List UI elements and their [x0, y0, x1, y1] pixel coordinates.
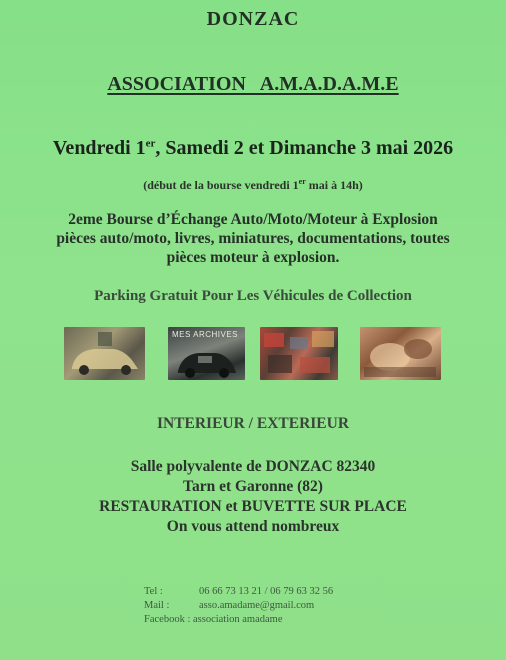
phone-label: Tel :: [144, 586, 163, 597]
dates-part2: , Samedi 2 et Dimanche 3 mai 2026: [155, 137, 454, 159]
interior-exterior-label: INTERIEUR / EXTERIEUR: [156, 415, 350, 432]
contact-block: [144, 585, 333, 627]
archives-banner: MES ARCHIVES: [172, 330, 239, 339]
dates-part1: Vendredi 1: [52, 137, 146, 159]
vintage-car-photo-4: [360, 327, 441, 380]
facebook-row[interactable]: Facebook : association amadame: [144, 614, 283, 625]
town-title: DONZAC: [206, 8, 300, 30]
start-note: [0, 177, 506, 193]
venue-info: [0, 457, 506, 537]
parking-info: Parking Gratuit Pour Les Véhicules de Collection: [94, 288, 412, 304]
mail-row: [144, 599, 333, 613]
venue-line-1: Salle polyvalente de DONZAC 82340: [130, 458, 376, 475]
phone-row: [144, 585, 333, 599]
event-description: [0, 210, 506, 267]
car-parts-photo: [260, 327, 338, 380]
mes-archives-photo: [168, 327, 245, 380]
description-line-1: 2eme Bourse d’Échange Auto/Moto/Moteur à Explosion: [68, 211, 438, 228]
photo-strip: [0, 327, 506, 381]
description-line-2: pièces auto/moto, livres, miniatures, documentations, toutes: [56, 230, 450, 247]
description-line-3: pièces moteur à explosion.: [166, 249, 340, 266]
dates-superscript: er: [145, 137, 156, 150]
phone-numbers[interactable]: 06 66 73 13 21 / 06 79 63 32 56: [199, 586, 334, 597]
venue-line-3: RESTAURATION et BUVETTE SUR PLACE: [99, 498, 407, 515]
note-part2: mai à 14h): [305, 178, 363, 192]
association-title: [0, 73, 506, 96]
note-superscript: er: [298, 177, 306, 186]
vintage-car-photo-1: [64, 327, 145, 380]
note-part1: (début de la bourse vendredi 1: [143, 178, 299, 192]
venue-line-4: On vous attend nombreux: [166, 518, 340, 535]
venue-line-2: Tarn et Garonne (82): [183, 478, 323, 495]
association-name: ASSOCIATION A.M.A.D.A.M.E: [107, 73, 399, 95]
event-dates: [0, 137, 506, 160]
mail-label: Mail :: [144, 600, 170, 611]
mail-address[interactable]: asso.amadame@gmail.com: [199, 600, 315, 611]
